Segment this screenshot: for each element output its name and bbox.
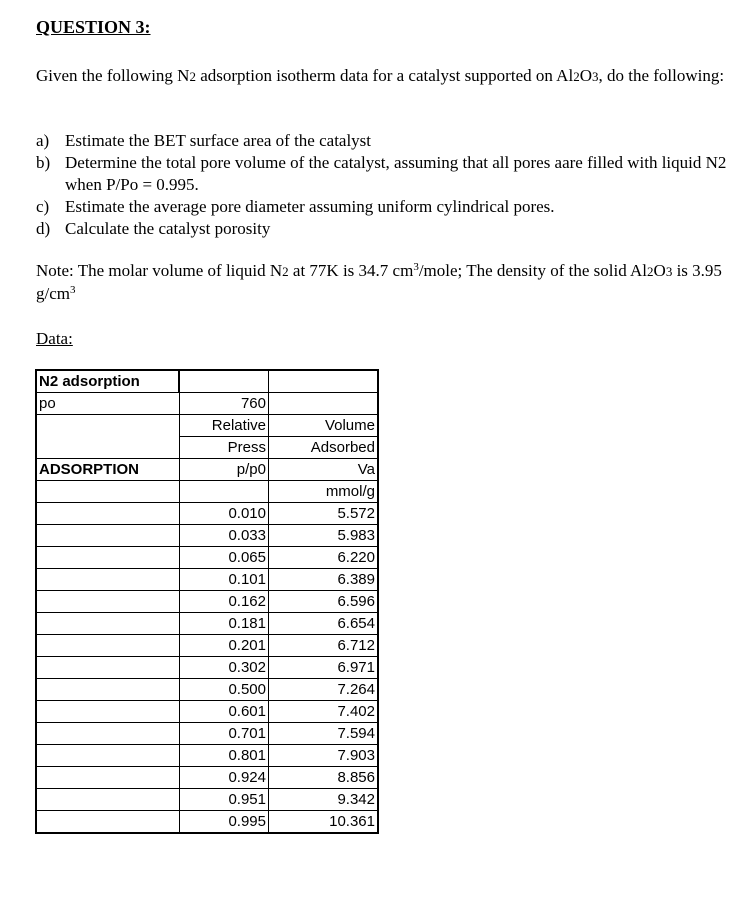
empty-cell <box>36 679 179 701</box>
table-row <box>36 481 378 503</box>
note-sub2: 2 <box>647 264 654 279</box>
relative-pressure-cell: 0.162 <box>179 591 269 613</box>
empty-cell <box>179 370 269 393</box>
table-row <box>36 767 378 789</box>
empty-cell <box>36 547 179 569</box>
empty-cell <box>36 613 179 635</box>
table-row <box>36 635 378 657</box>
note-part3: /mole; The density of the solid Al <box>418 261 648 280</box>
note-part2: at 77K is 34.7 cm <box>288 261 414 280</box>
empty-cell <box>179 481 269 503</box>
empty-cell <box>36 481 179 503</box>
task-a <box>36 130 736 152</box>
table-row <box>36 370 378 393</box>
empty-cell <box>36 437 179 459</box>
table-title: N2 adsorption <box>36 370 179 393</box>
empty-cell <box>36 635 179 657</box>
volume-adsorbed-cell: 5.572 <box>269 503 379 525</box>
empty-cell <box>36 569 179 591</box>
col2-header-line3: p/p0 <box>179 459 269 481</box>
table-row <box>36 613 378 635</box>
intro-sub-n2: 2 <box>189 69 196 84</box>
task-text: Calculate the catalyst porosity <box>65 219 271 238</box>
question-title: QUESTION 3: <box>36 17 151 37</box>
table-row <box>36 723 378 745</box>
note <box>36 260 736 305</box>
volume-adsorbed-cell: 6.389 <box>269 569 379 591</box>
relative-pressure-cell: 0.181 <box>179 613 269 635</box>
table-row <box>36 701 378 723</box>
empty-cell <box>36 745 179 767</box>
empty-cell <box>36 701 179 723</box>
table-row <box>36 811 378 834</box>
table-row <box>36 459 378 481</box>
note-sup2: 3 <box>70 284 76 296</box>
empty-cell <box>36 789 179 811</box>
volume-adsorbed-cell: 7.903 <box>269 745 379 767</box>
volume-adsorbed-cell: 7.594 <box>269 723 379 745</box>
table-row <box>36 789 378 811</box>
note-part5: is 3.95 g/cm <box>36 261 722 303</box>
col3-header-line4: mmol/g <box>269 481 379 503</box>
relative-pressure-cell: 0.101 <box>179 569 269 591</box>
task-label: d) <box>36 219 51 238</box>
intro-sub-al2: 2 <box>573 69 580 84</box>
section-label: ADSORPTION <box>36 459 179 481</box>
empty-cell <box>36 657 179 679</box>
po-value: 760 <box>179 393 269 415</box>
table-row <box>36 503 378 525</box>
volume-adsorbed-cell: 6.220 <box>269 547 379 569</box>
col2-header-line1: Relative <box>179 415 269 437</box>
empty-cell <box>36 767 179 789</box>
table-row <box>36 569 378 591</box>
relative-pressure-cell: 0.033 <box>179 525 269 547</box>
relative-pressure-cell: 0.801 <box>179 745 269 767</box>
volume-adsorbed-cell: 8.856 <box>269 767 379 789</box>
relative-pressure-cell: 0.601 <box>179 701 269 723</box>
relative-pressure-cell: 0.010 <box>179 503 269 525</box>
col3-header-line1: Volume <box>269 415 379 437</box>
relative-pressure-cell: 0.995 <box>179 811 269 834</box>
data-label: Data: <box>36 329 73 348</box>
empty-cell <box>36 525 179 547</box>
col3-header-line3: Va <box>269 459 379 481</box>
empty-cell <box>36 723 179 745</box>
empty-cell <box>36 811 179 834</box>
intro-o: O <box>579 66 592 85</box>
relative-pressure-cell: 0.201 <box>179 635 269 657</box>
task-text: Estimate the BET surface area of the catalyst <box>65 131 372 150</box>
table-row <box>36 679 378 701</box>
volume-adsorbed-cell: 7.402 <box>269 701 379 723</box>
empty-cell <box>36 415 179 437</box>
col2-header-line2: Press <box>179 437 269 459</box>
relative-pressure-cell: 0.701 <box>179 723 269 745</box>
task-b <box>36 152 736 196</box>
col3-header-line2: Adsorbed <box>269 437 379 459</box>
note-part1: Note: The molar volume of liquid N <box>36 261 283 280</box>
volume-adsorbed-cell: 6.971 <box>269 657 379 679</box>
note-sup1: 3 <box>413 261 419 273</box>
volume-adsorbed-cell: 10.361 <box>269 811 379 834</box>
table-row <box>36 525 378 547</box>
empty-cell <box>269 370 379 393</box>
task-c <box>36 196 736 218</box>
intro-mid: adsorption isotherm data for a catalyst supported on Al <box>195 66 574 85</box>
task-text: Determine the total pore volume of the catalyst, assuming that all pores aare filled with liquid N2 when P/Po = 0.995. <box>65 153 727 194</box>
intro-suffix: , do the following: <box>598 66 725 85</box>
table-row <box>36 393 378 415</box>
table-row <box>36 591 378 613</box>
note-sub1: 2 <box>282 264 289 279</box>
intro-sub-o3: 3 <box>591 69 599 84</box>
task-text: Estimate the average pore diameter assuming uniform cylindrical pores. <box>65 197 555 216</box>
adsorption-table <box>35 369 379 834</box>
empty-cell <box>36 503 179 525</box>
volume-adsorbed-cell: 6.712 <box>269 635 379 657</box>
relative-pressure-cell: 0.302 <box>179 657 269 679</box>
volume-adsorbed-cell: 5.983 <box>269 525 379 547</box>
empty-cell <box>36 591 179 613</box>
note-sub3: 3 <box>665 264 673 279</box>
volume-adsorbed-cell: 9.342 <box>269 789 379 811</box>
volume-adsorbed-cell: 6.596 <box>269 591 379 613</box>
volume-adsorbed-cell: 6.654 <box>269 613 379 635</box>
table-row <box>36 437 378 459</box>
relative-pressure-cell: 0.065 <box>179 547 269 569</box>
task-label: c) <box>36 197 50 216</box>
task-label: a) <box>36 131 50 150</box>
note-part4: O <box>653 261 666 280</box>
task-list <box>36 130 736 240</box>
volume-adsorbed-cell: 7.264 <box>269 679 379 701</box>
table-row <box>36 415 378 437</box>
intro-prefix: Given the following N <box>36 66 190 85</box>
table-row <box>36 745 378 767</box>
task-label: b) <box>36 153 51 172</box>
relative-pressure-cell: 0.951 <box>179 789 269 811</box>
task-d <box>36 218 736 240</box>
relative-pressure-cell: 0.924 <box>179 767 269 789</box>
po-label: po <box>36 393 179 415</box>
empty-cell <box>269 393 379 415</box>
relative-pressure-cell: 0.500 <box>179 679 269 701</box>
question-intro <box>36 65 736 88</box>
table-row <box>36 547 378 569</box>
table-row <box>36 657 378 679</box>
